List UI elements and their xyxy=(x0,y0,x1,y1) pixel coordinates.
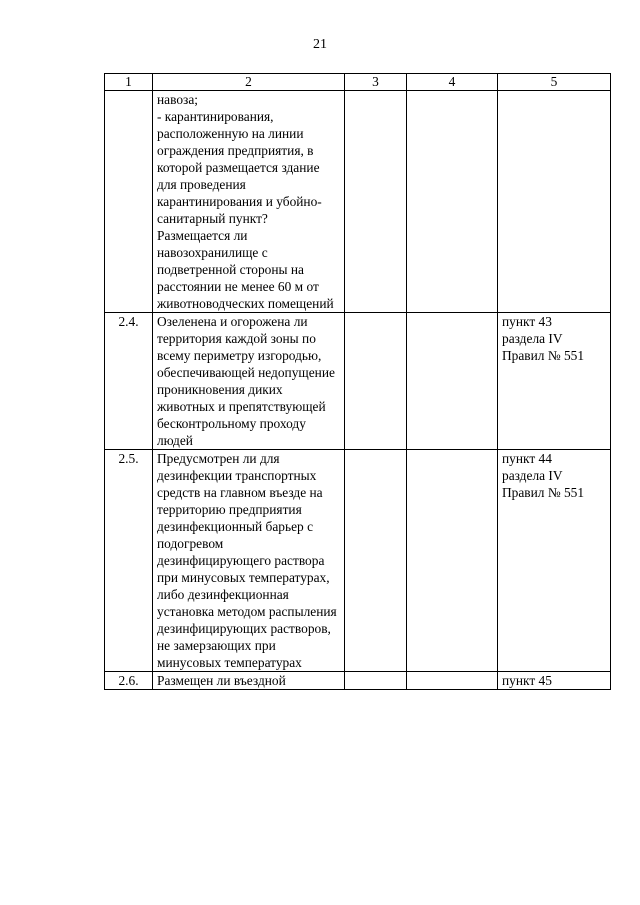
requirement-text: Размещен ли въездной xyxy=(153,672,345,690)
checklist-table xyxy=(104,73,611,690)
reference-text xyxy=(498,91,611,313)
requirement-text: навоза; - карантинирования, расположенную на линии ограждения предприятия, в которой размещается здание для проведения карантинирования и убойно-санитарный пункт? Размещается ли навозохранилище с подветренной стороны на расстоянии не менее 60 м от животноводческих помещений xyxy=(153,91,345,313)
requirement-text: Предусмотрен ли для дезинфекции транспортных средств на главном въезде на территорию предприятия дезинфекционный барьер с подогревом дезинфицирующего раствора при минусовых температурах, либо дезинфекционная установка методом распыления дезинфицирующих растворов, не замерзающих при минусовых температурах xyxy=(153,450,345,672)
column-header-3: 3 xyxy=(345,74,407,91)
table-row xyxy=(105,91,611,313)
reference-text: пункт 45 xyxy=(498,672,611,690)
table-row xyxy=(105,313,611,450)
cell-col3 xyxy=(345,450,407,672)
requirement-text: Озеленена и огорожена ли территория каждой зоны по всему периметру изгородью, обеспечивающей недопущение проникновения диких животных и препятствующей бесконтрольному проходу людей xyxy=(153,313,345,450)
cell-col4 xyxy=(407,91,498,313)
cell-col4 xyxy=(407,450,498,672)
cell-col4 xyxy=(407,672,498,690)
table-row xyxy=(105,450,611,672)
page-number: 21 xyxy=(313,37,327,52)
cell-col3 xyxy=(345,313,407,450)
cell-col3 xyxy=(345,91,407,313)
row-number xyxy=(105,91,153,313)
row-number: 2.6. xyxy=(105,672,153,690)
column-header-1: 1 xyxy=(105,74,153,91)
cell-col3 xyxy=(345,672,407,690)
row-number: 2.4. xyxy=(105,313,153,450)
column-header-4: 4 xyxy=(407,74,498,91)
row-number: 2.5. xyxy=(105,450,153,672)
table-row xyxy=(105,672,611,690)
table-header-row xyxy=(105,74,611,91)
column-header-5: 5 xyxy=(498,74,611,91)
reference-text: пункт 43 раздела IV Правил № 551 xyxy=(498,313,611,450)
cell-col4 xyxy=(407,313,498,450)
column-header-2: 2 xyxy=(153,74,345,91)
reference-text: пункт 44 раздела IV Правил № 551 xyxy=(498,450,611,672)
